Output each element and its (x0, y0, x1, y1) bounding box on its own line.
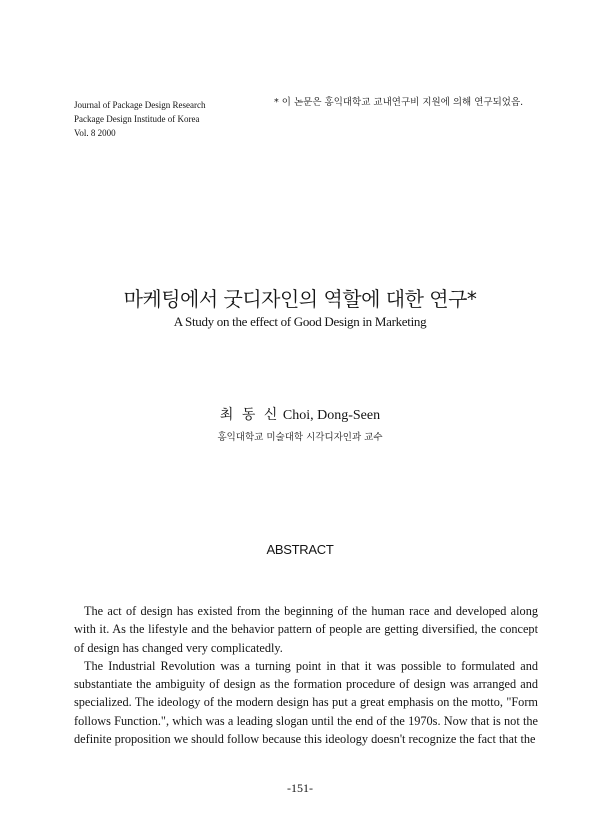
author-affiliation: 홍익대학교 미술대학 시각디자인과 교수 (217, 432, 383, 443)
journal-publisher: Package Design Institude of Korea (74, 114, 200, 124)
journal-volume: Vol. 8 2000 (74, 128, 116, 138)
author-name-english: Choi, Dong-Seen (282, 408, 381, 423)
abstract-paragraph: The Industrial Revolution was a turning point in that it was possible to formulated and substantiate the ambiguity of design as the formation procedure of design was arranged and specialized. The ideology of the modern design has put a great emphasis on the motto, "Form follows Function.", which was a leading slogan until the end of the 1970s. Now that is not the definite proposition we should follow because this ideology doesn't recognize the fact that the (74, 658, 538, 747)
journal-name: Journal of Package Design Research (74, 100, 206, 110)
title-korean: 마케팅에서 굿디자인의 역할에 대한 연구* (123, 287, 477, 311)
title-english: A Study on the effect of Good Design in Marketing (173, 314, 427, 329)
abstract-body (74, 602, 538, 748)
author-line (0, 404, 600, 424)
author-name-korean: 최 동 신 (219, 407, 280, 423)
abstract-paragraph: The act of design has existed from the beginning of the human race and developed along with it. As the lifestyle and the behavior pattern of people are getting diversified, the concept of design has changed very complicatedly. (74, 604, 538, 655)
funding-footnote: * 이 논문은 홍익대학교 교내연구비 지원에 의해 연구되었음. (274, 97, 524, 108)
page-number: -151- (287, 781, 313, 795)
journal-info (74, 98, 205, 140)
abstract-heading: ABSTRACT (266, 542, 334, 557)
